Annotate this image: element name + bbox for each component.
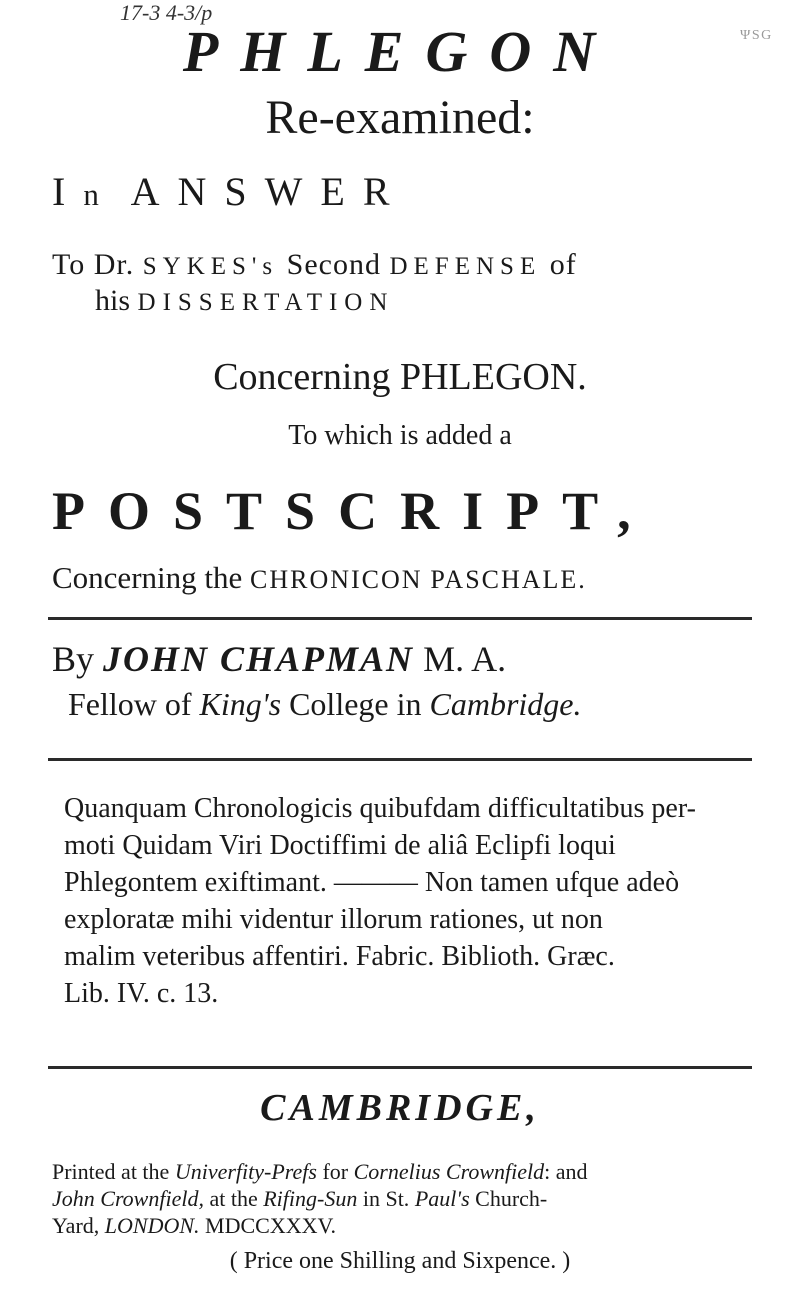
college-in: College in bbox=[289, 686, 422, 722]
subtitle: Re-examined: bbox=[265, 91, 535, 144]
bookseller-name: John Crownfield, bbox=[52, 1186, 204, 1211]
london-word: LONDON. bbox=[104, 1213, 200, 1238]
epigraph-line: exploratæ mihi videntur illorum rationes, ut non bbox=[64, 904, 603, 935]
epigraph-line: Quanquam Chronologicis quibufdam difficultatibus per- bbox=[64, 793, 696, 824]
imprint-text: at the bbox=[209, 1186, 258, 1211]
concerning-the: Concerning the bbox=[52, 560, 243, 595]
main-title: PHLEGON bbox=[182, 19, 618, 84]
imprint-text: for bbox=[322, 1159, 349, 1184]
epigraph-line: malim veteribus affentiri. Fabric. Biblioth. Græc. bbox=[64, 941, 615, 972]
divider-rule bbox=[48, 758, 752, 761]
in-answer-word: ANSWER bbox=[130, 169, 408, 214]
imprint-line-2 bbox=[52, 1185, 772, 1212]
pauls-word: Paul's bbox=[414, 1186, 470, 1211]
latin-epigraph bbox=[64, 790, 764, 1012]
imprint-line-1 bbox=[52, 1158, 772, 1185]
of-word: of bbox=[549, 248, 577, 281]
imprint-text: Yard, bbox=[52, 1213, 100, 1238]
his-word: his bbox=[95, 284, 131, 317]
concerning-chronicon-line bbox=[52, 560, 587, 596]
sykes-name: SYKES's bbox=[142, 253, 279, 280]
publication-year: MDCCXXXV. bbox=[205, 1213, 337, 1238]
epigraph-line: moti Quidam Viri Doctiffimi de aliâ Eclipfi loqui bbox=[64, 830, 616, 861]
to-which-added-line: To which is added a bbox=[288, 420, 512, 451]
his-dissertation-line bbox=[95, 284, 394, 318]
price-line: ( Price one Shilling and Sixpence. ) bbox=[229, 1248, 571, 1274]
imprint-block bbox=[52, 1158, 772, 1239]
author-line bbox=[52, 638, 506, 680]
defense-word: DEFENSE bbox=[389, 253, 542, 280]
dissertation-word: DISSERTATION bbox=[137, 289, 395, 316]
to-dr-sykes-line bbox=[52, 248, 577, 282]
epigraph-line: Phlegontem exiftimant. ——— Non tamen ufque adeò bbox=[64, 867, 680, 898]
concerning-word: Concerning bbox=[213, 356, 391, 398]
library-stamp: Ψ S G bbox=[740, 28, 771, 43]
epigraph-line: Lib. IV. c. 13. bbox=[64, 978, 219, 1009]
author-name: JOHN CHAPMAN bbox=[103, 639, 415, 679]
imprint-line-3 bbox=[52, 1212, 772, 1239]
imprint-text: : and bbox=[544, 1159, 588, 1184]
imprint-city: CAMBRIDGE, bbox=[260, 1087, 540, 1129]
postscript-heading: POSTSCRIPT, bbox=[52, 481, 654, 541]
imprint-text: in St. bbox=[362, 1186, 410, 1211]
to-prefix: To Dr. bbox=[52, 248, 135, 281]
imprint-text: Printed at the bbox=[52, 1159, 170, 1184]
kings-word: King's bbox=[199, 686, 282, 722]
by-word: By bbox=[52, 639, 95, 679]
second-word: Second bbox=[286, 248, 381, 281]
university-press: Univerfity-Prefs bbox=[174, 1159, 317, 1184]
fellow-prefix: Fellow of bbox=[68, 686, 192, 722]
imprint-text: Church- bbox=[475, 1186, 548, 1211]
paschale-word: PASCHALE. bbox=[430, 565, 587, 594]
concerning-phlegon-line bbox=[0, 355, 800, 399]
in-answer-initial: I bbox=[52, 169, 84, 214]
fellow-line bbox=[68, 686, 582, 723]
divider-rule bbox=[48, 1066, 752, 1069]
in-answer-line bbox=[52, 168, 408, 215]
phlegon-word: PHLEGON. bbox=[399, 356, 587, 398]
handwritten-shelfmark: 17-3 4-3/p bbox=[120, 0, 213, 25]
bookseller-name: Cornelius Crownfield bbox=[353, 1159, 545, 1184]
author-degree: M. A. bbox=[423, 639, 507, 679]
divider-rule bbox=[48, 617, 752, 620]
cambridge-place: Cambridge. bbox=[429, 686, 582, 722]
shop-sign: Rifing-Sun bbox=[263, 1186, 358, 1211]
chronicon-word: CHRONICON bbox=[250, 565, 423, 594]
in-answer-small: n bbox=[83, 177, 105, 212]
